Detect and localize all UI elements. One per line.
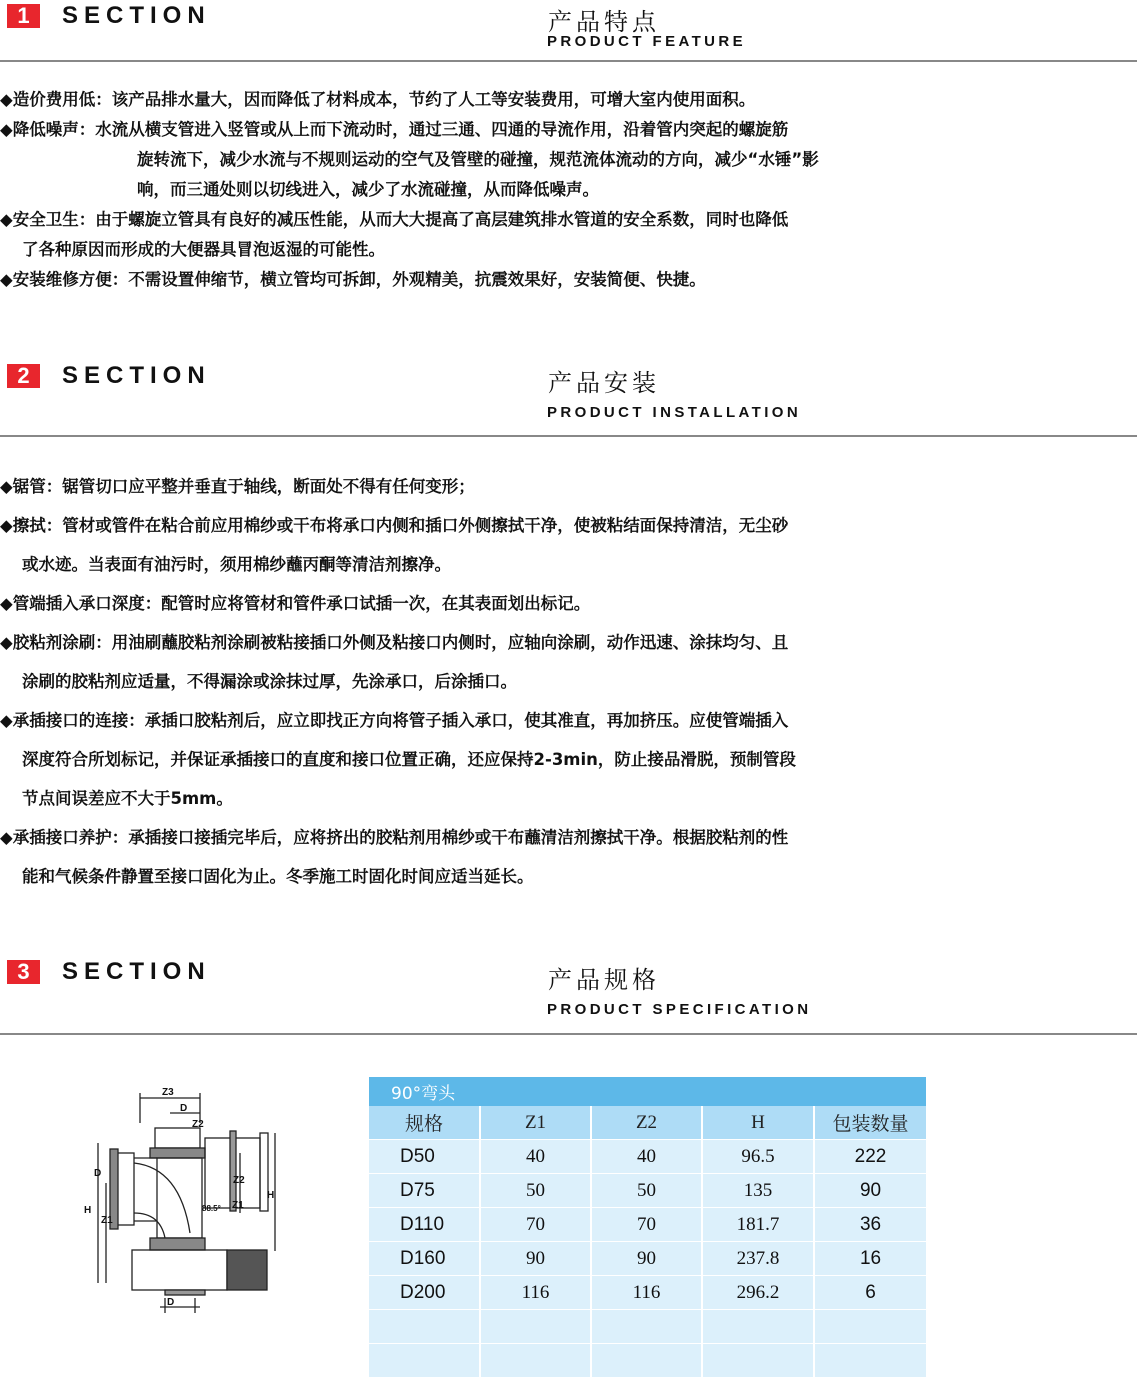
install-joint-line-2: 深度符合所划标记，并保证承插接口的直度和接口位置正确，还应保持2-3min，防止接品滑脱，预制管段	[0, 740, 1120, 779]
header-z1: Z1	[480, 1106, 591, 1140]
feature-noise-line-1: ◆降低噪声：水流从横支管进入竖管或从上而下流动时，通过三通、四通的导流作用，沿着管内突起的螺旋筋	[0, 115, 1120, 145]
cell-spec: D160	[369, 1242, 480, 1276]
cell-z1	[480, 1310, 591, 1344]
feature-noise-line-3: 响，而三通处则以切线进入，减少了水流碰撞，从而降低噪声。	[0, 175, 1120, 205]
cell-z1: 70	[480, 1208, 591, 1242]
section-title-en: PRODUCT FEATURE	[547, 33, 746, 50]
cell-pack-qty	[814, 1344, 926, 1377]
cell-spec: D75	[369, 1174, 480, 1208]
cell-z1: 50	[480, 1174, 591, 1208]
table-row	[369, 1208, 926, 1242]
section-title-en: PRODUCT INSTALLATION	[547, 404, 801, 421]
dim-label-h-left: H	[84, 1205, 91, 1216]
table-row	[369, 1140, 926, 1174]
table-row	[369, 1242, 926, 1276]
header-pack-qty: 包装数量	[814, 1106, 926, 1140]
cell-h: 96.5	[702, 1140, 814, 1174]
dim-label-d-bottom: D	[167, 1297, 174, 1308]
angle-label: 88.5°	[202, 1204, 221, 1213]
feature-safety-line-2: 了各种原因而形成的大便器具冒泡返湿的可能性。	[0, 235, 1120, 265]
feature-install: ◆安装维修方便：不需设置伸缩节，横立管均可拆卸，外观精美，抗震效果好，安装简便、快捷。	[0, 265, 1120, 295]
dim-label-z1-right: Z1	[232, 1200, 244, 1211]
section-divider	[0, 435, 1137, 437]
cell-z2: 40	[591, 1140, 702, 1174]
install-cure-line-1: ◆承插接口养护：承插接口接插完毕后，应将挤出的胶粘剂用棉纱或干布蘸清洁剂擦拭干净。根据胶粘剂的性	[0, 818, 1120, 857]
elbow-fitting-drawing	[70, 1083, 285, 1318]
section-title-cn: 产品特点	[548, 2, 660, 37]
cell-z1: 90	[480, 1242, 591, 1276]
install-wipe-line-2: 或水迹。当表面有油污时，须用棉纱蘸丙酮等清洁剂擦净。	[0, 545, 1120, 584]
cell-z2	[591, 1344, 702, 1377]
section-divider	[0, 1033, 1137, 1035]
cell-z2: 116	[591, 1276, 702, 1310]
cell-z1	[480, 1344, 591, 1377]
section-number-badge: 1	[7, 4, 40, 28]
cell-z1: 40	[480, 1140, 591, 1174]
cell-h: 296.2	[702, 1276, 814, 1310]
install-joint-line-1: ◆承插接口的连接：承插口胶粘剂后，应立即找正方向将管子插入承口，使其准直，再加挤压。应使管端插入	[0, 701, 1120, 740]
cell-spec	[369, 1310, 480, 1344]
section-title-en: PRODUCT SPECIFICATION	[547, 1001, 811, 1018]
cell-pack-qty: 16	[814, 1242, 926, 1276]
header-z2: Z2	[591, 1106, 702, 1140]
cell-spec: D200	[369, 1276, 480, 1310]
section-label: SECTION	[62, 958, 211, 986]
cell-h: 237.8	[702, 1242, 814, 1276]
cell-z2: 90	[591, 1242, 702, 1276]
cell-z2	[591, 1310, 702, 1344]
cell-pack-qty: 36	[814, 1208, 926, 1242]
dim-label-z2-right: Z2	[233, 1175, 245, 1186]
install-glue-line-2: 涂刷的胶粘剂应适量，不得漏涂或涂抹过厚，先涂承口，后涂插口。	[0, 662, 1120, 701]
cell-spec	[369, 1344, 480, 1377]
cell-z2: 50	[591, 1174, 702, 1208]
cell-h	[702, 1344, 814, 1377]
dim-label-z1-left: Z1	[101, 1215, 113, 1226]
feature-cost: ◆造价费用低：该产品排水量大，因而降低了材料成本，节约了人工等安装费用，可增大室内使用面积。	[0, 85, 1120, 115]
cell-spec: D110	[369, 1208, 480, 1242]
cell-pack-qty: 6	[814, 1276, 926, 1310]
cell-spec: D50	[369, 1140, 480, 1174]
install-cure-line-2: 能和气候条件静置至接口固化为止。冬季施工时固化时间应适当延长。	[0, 857, 1120, 896]
cell-pack-qty: 90	[814, 1174, 926, 1208]
section-title-cn: 产品安装	[548, 363, 660, 398]
install-glue-line-1: ◆胶粘剂涂刷：用油刷蘸胶粘剂涂刷被粘接插口外侧及粘接口内侧时，应轴向涂刷，动作迅速、涂抹均匀、且	[0, 623, 1120, 662]
table-row-empty	[369, 1310, 926, 1344]
dim-label-d-left: D	[94, 1168, 101, 1179]
install-list	[0, 467, 1120, 896]
spec-table	[369, 1077, 926, 1377]
dim-label-z2: Z2	[192, 1119, 204, 1130]
section-title-cn: 产品规格	[548, 960, 660, 995]
cell-z2: 70	[591, 1208, 702, 1242]
install-joint-line-3: 节点间误差应不大于5mm。	[0, 779, 1120, 818]
install-depth: ◆管端插入承口深度：配管时应将管材和管件承口试插一次，在其表面划出标记。	[0, 584, 1120, 623]
header-h: H	[702, 1106, 814, 1140]
dim-label-z3: Z3	[162, 1087, 174, 1098]
table-header-row	[369, 1106, 926, 1140]
section-label: SECTION	[62, 2, 211, 30]
cell-h: 181.7	[702, 1208, 814, 1242]
feature-list	[0, 85, 1120, 295]
table-row	[369, 1276, 926, 1310]
header-spec: 规格	[369, 1106, 480, 1140]
cell-h	[702, 1310, 814, 1344]
cell-z1: 116	[480, 1276, 591, 1310]
cell-pack-qty	[814, 1310, 926, 1344]
section-number-badge: 3	[7, 960, 40, 984]
dim-label-d-top: D	[180, 1103, 187, 1114]
install-wipe-line-1: ◆擦拭：管材或管件在粘合前应用棉纱或干布将承口内侧和插口外侧擦拭干净，使被粘结面保持清洁，无尘砂	[0, 506, 1120, 545]
dim-label-h-right: H	[267, 1190, 274, 1201]
table-row	[369, 1174, 926, 1208]
table-row-empty	[369, 1344, 926, 1377]
section-number-badge: 2	[7, 364, 40, 388]
table-title: 90°弯头	[369, 1077, 926, 1106]
cell-h: 135	[702, 1174, 814, 1208]
section-divider	[0, 60, 1137, 62]
feature-safety-line-1: ◆安全卫生：由于螺旋立管具有良好的减压性能，从而大大提高了高层建筑排水管道的安全系数，同时也降低	[0, 205, 1120, 235]
feature-noise-line-2: 旋转流下，减少水流与不规则运动的空气及管壁的碰撞，规范流体流动的方向，减少“水锤”影	[0, 145, 1120, 175]
cell-pack-qty: 222	[814, 1140, 926, 1174]
section-label: SECTION	[62, 362, 211, 390]
install-saw: ◆锯管：锯管切口应平整并垂直于轴线，断面处不得有任何变形；	[0, 467, 1120, 506]
